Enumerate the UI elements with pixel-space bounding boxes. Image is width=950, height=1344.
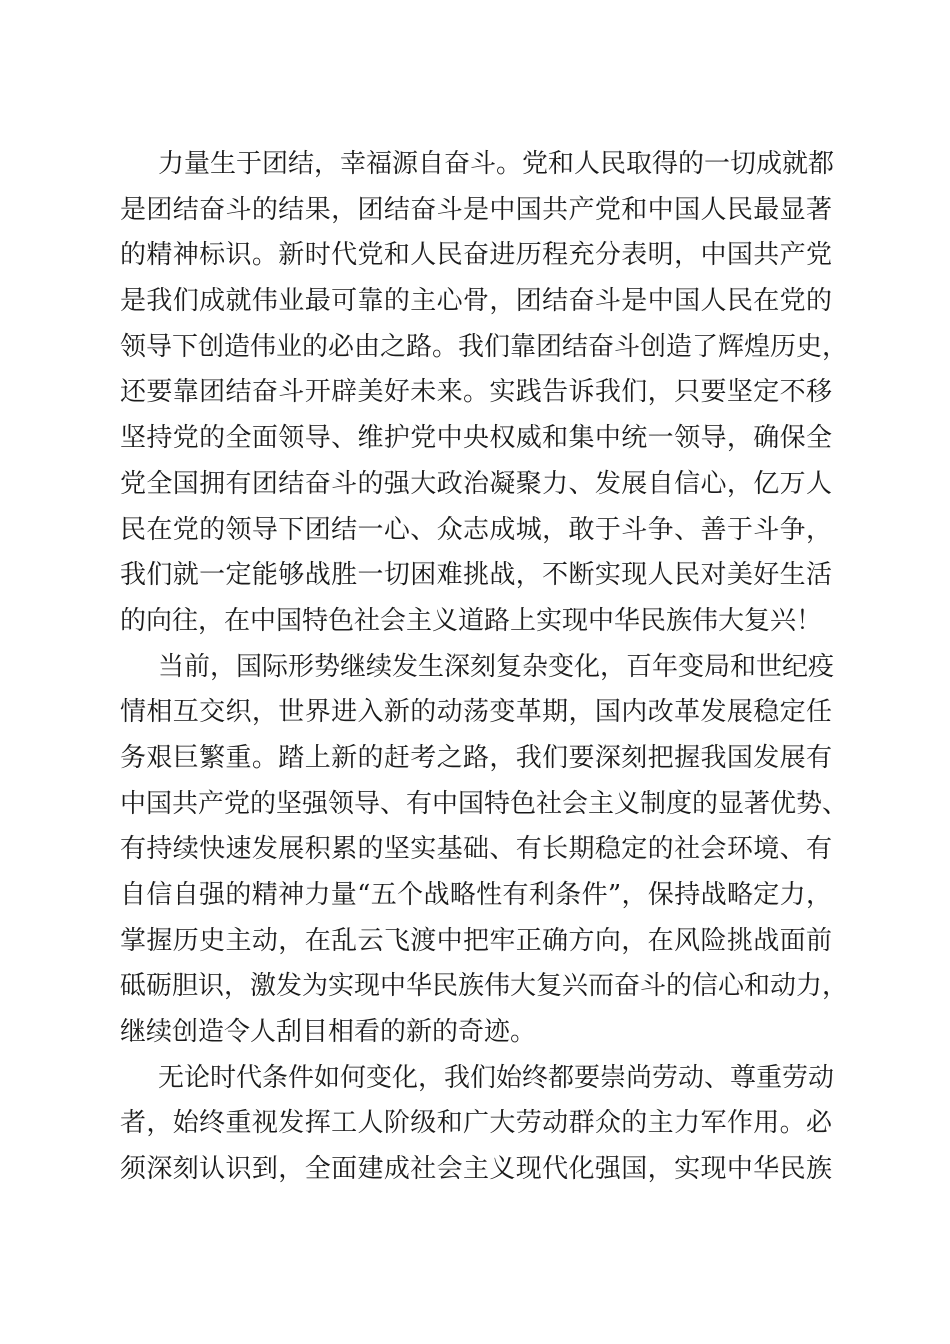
paragraph-1-line-7: 坚持党的全面领导、维护党中央权威和集中统一领导，确保全 bbox=[120, 423, 832, 454]
paragraph-1-line-8: 党全国拥有团结奋斗的强大政治凝聚力、发展自信心，亿万人 bbox=[120, 468, 832, 499]
paragraph-1-line-5: 领导下创造伟业的必由之路。我们靠团结奋斗创造了辉煌历史， bbox=[120, 331, 849, 362]
paragraph-3-line-2: 者，始终重视发挥工人阶级和广大劳动群众的主力军作用。必 bbox=[120, 1108, 832, 1139]
paragraph-1-line-2: 是团结奋斗的结果，团结奋斗是中国共产党和中国人民最显著 bbox=[120, 194, 832, 225]
paragraph-2-line-1: 当前，国际形势继续发生深刻复杂变化，百年变局和世纪疫 bbox=[158, 651, 835, 682]
paragraph-1-line-11: 的向往，在中国特色社会主义道路上实现中华民族伟大复兴！ bbox=[120, 605, 823, 636]
paragraph-2-line-5: 有持续快速发展积累的坚实基础、有长期稳定的社会环境、有 bbox=[120, 834, 832, 865]
body-text bbox=[120, 142, 849, 1193]
paragraph-2-line-3: 务艰巨繁重。踏上新的赶考之路，我们要深刻把握我国发展有 bbox=[120, 742, 832, 773]
paragraph-2-line-6: 自信自强的精神力量“五个战略性有利条件”，保持战略定力， bbox=[120, 880, 832, 910]
paragraph-2-line-4: 中国共产党的坚强领导、有中国特色社会主义制度的显著优势、 bbox=[120, 788, 849, 819]
paragraph-1-line-4: 是我们成就伟业最可靠的主心骨，团结奋斗是中国人民在党的 bbox=[120, 286, 832, 317]
paragraph-2-line-9: 继续创造令人刮目相看的新的奇迹。 bbox=[120, 1017, 537, 1048]
paragraph-1-line-3: 的精神标识。新时代党和人民奋进历程充分表明，中国共产党 bbox=[120, 240, 832, 271]
paragraph-1-line-10: 我们就一定能够战胜一切困难挑战，不断实现人民对美好生活 bbox=[120, 560, 832, 591]
paragraph-2-line-2: 情相互交织，世界进入新的动荡变革期，国内改革发展稳定任 bbox=[120, 697, 832, 728]
paragraph-3-line-3: 须深刻认识到，全面建成社会主义现代化强国，实现中华民族 bbox=[120, 1154, 832, 1185]
paragraph-1-line-1: 力量生于团结，幸福源自奋斗。党和人民取得的一切成就都 bbox=[158, 149, 835, 179]
paragraph-2-line-7: 掌握历史主动，在乱云飞渡中把牢正确方向，在风险挑战面前 bbox=[120, 925, 832, 956]
paragraph-1-line-9: 民在党的领导下团结一心、众志成城，敢于斗争、善于斗争， bbox=[120, 514, 832, 545]
paragraph-3-line-1: 无论时代条件如何变化，我们始终都要崇尚劳动、尊重劳动 bbox=[158, 1062, 835, 1093]
paragraph-2-line-8: 砥砺胆识，激发为实现中华民族伟大复兴而奋斗的信心和动力， bbox=[120, 971, 849, 1002]
paragraph-1-line-6: 还要靠团结奋斗开辟美好未来。实践告诉我们，只要坚定不移 bbox=[120, 377, 832, 408]
